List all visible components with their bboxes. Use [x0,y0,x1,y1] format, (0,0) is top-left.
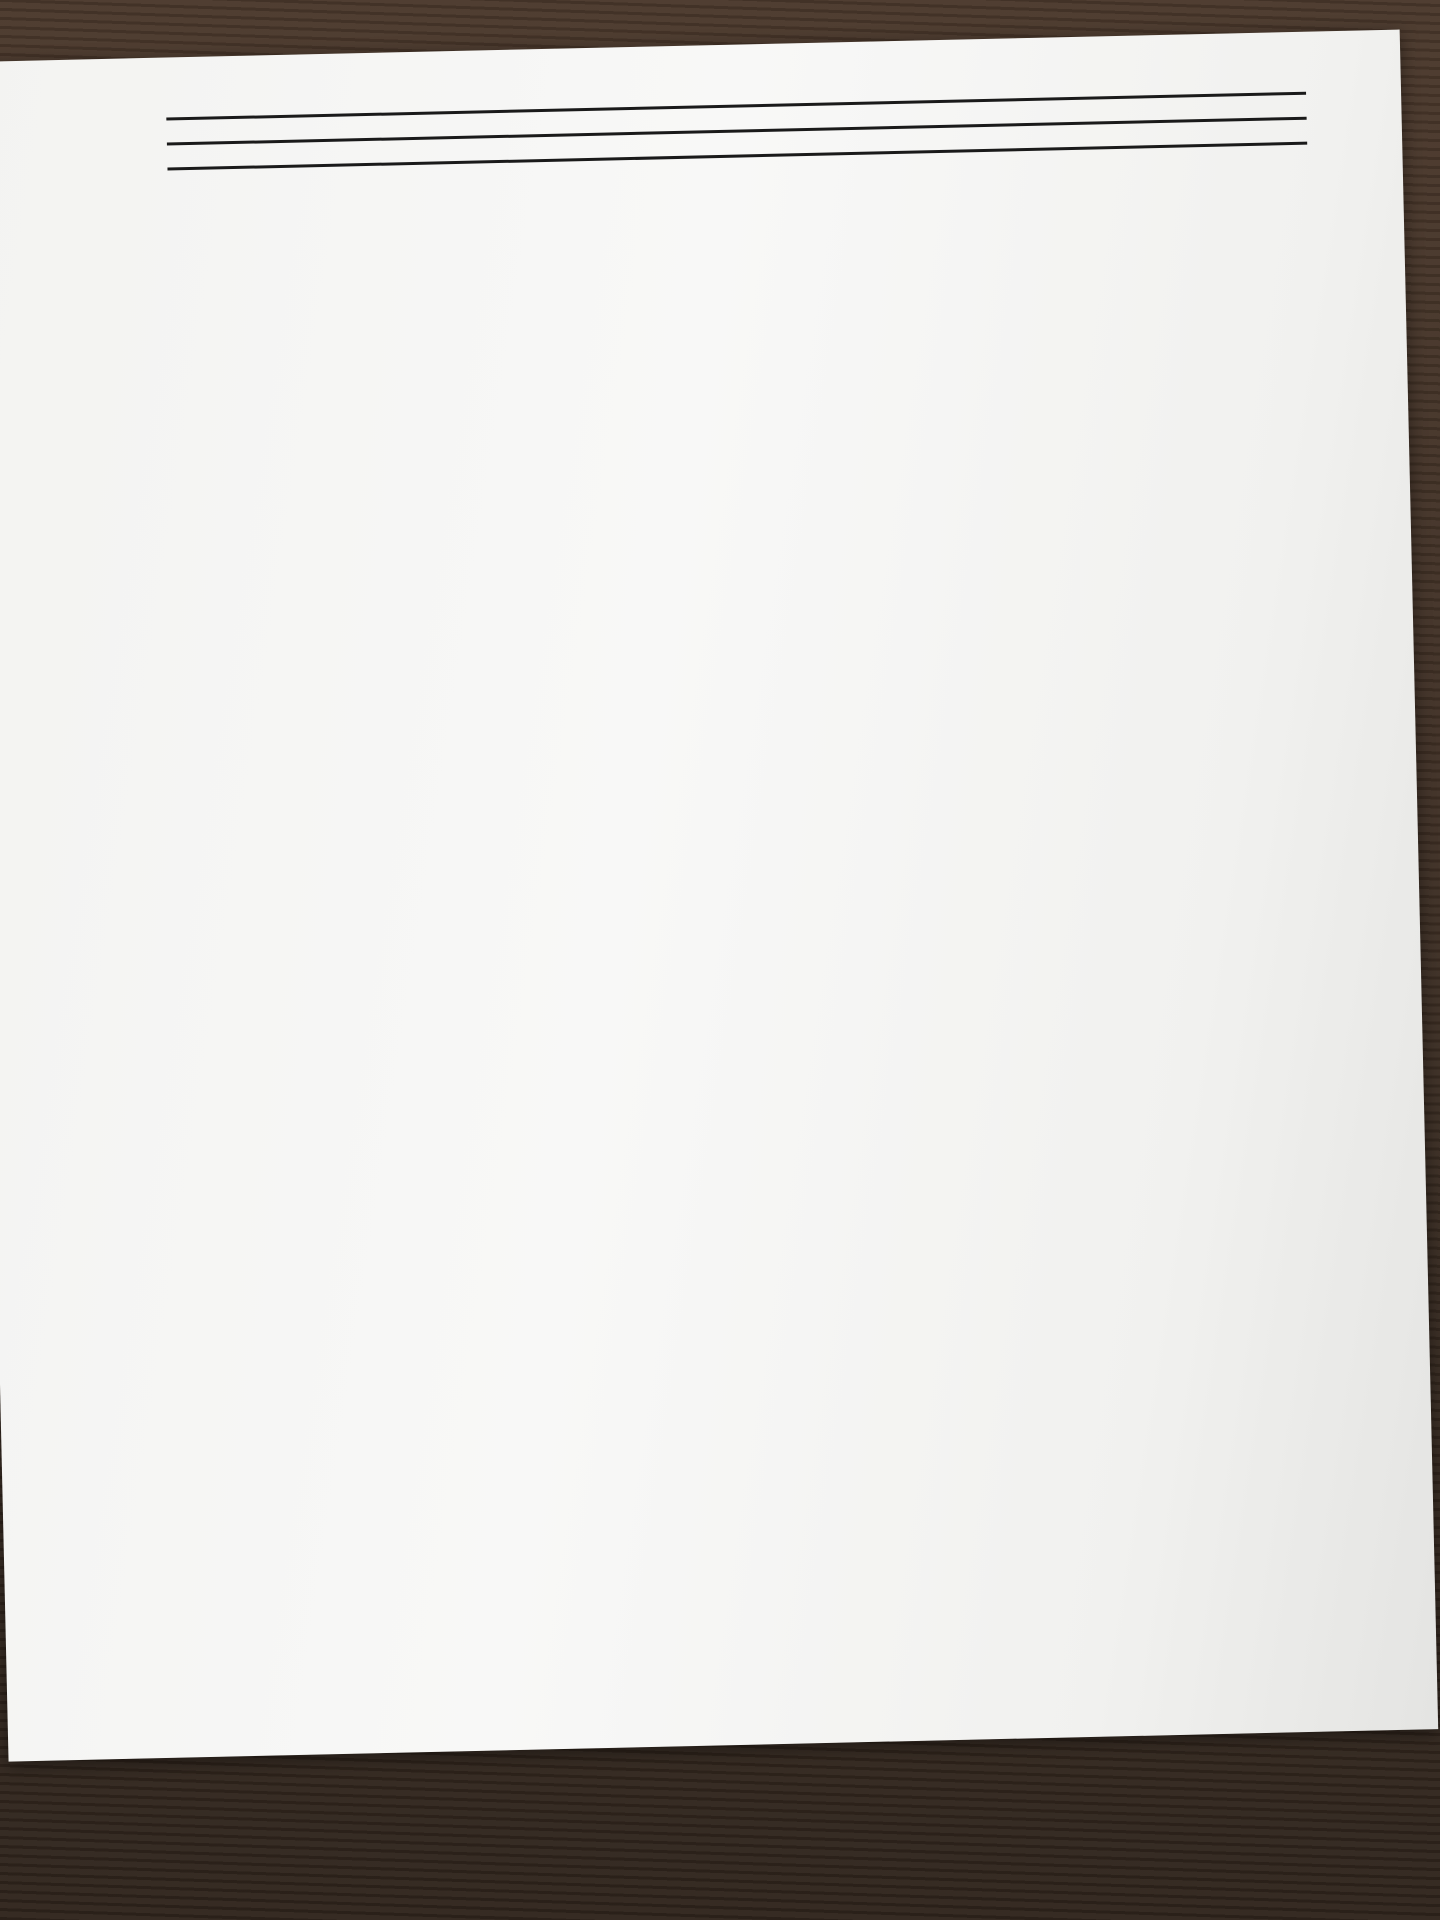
price-list-page [0,30,1438,1762]
catalog-currency [1037,133,1147,135]
document-body [165,50,1307,171]
page-number [6,1629,1436,1661]
subtotal-value [1146,104,1341,108]
subtotal-currency [1036,108,1146,110]
catalog-value [1147,129,1342,133]
standard-equipment-list [165,50,1305,76]
